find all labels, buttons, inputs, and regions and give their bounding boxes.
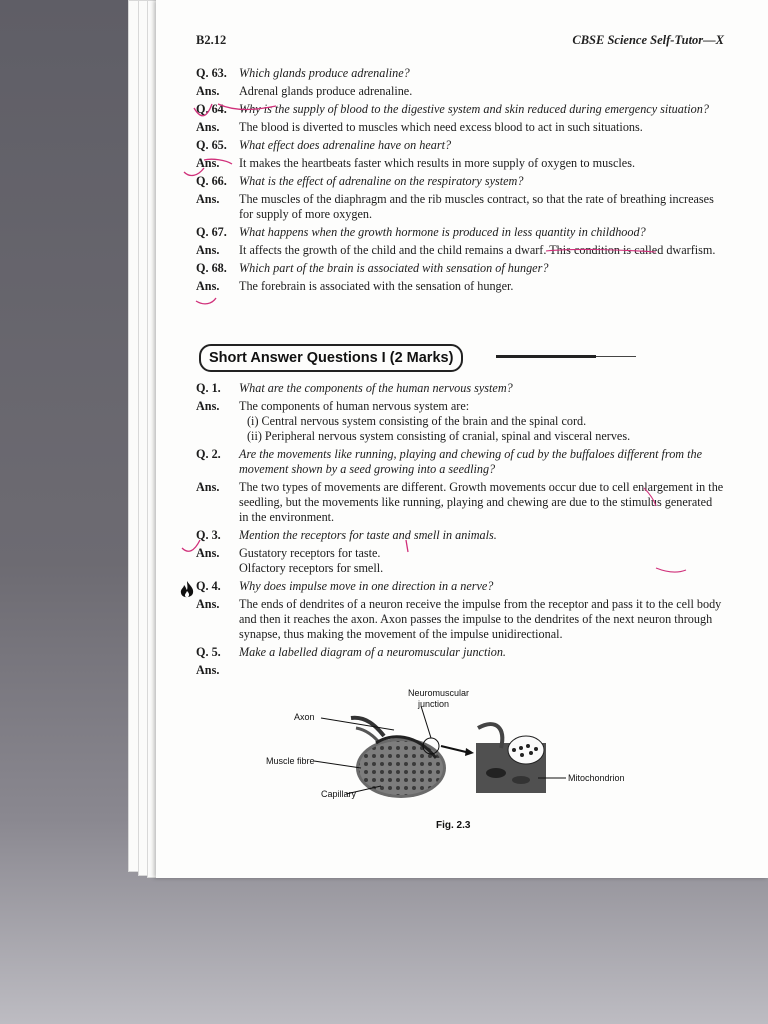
answer-row: Ans. It affects the growth of the child and the child remains a dwarf. This condition is called dwarfism.: [196, 243, 724, 258]
label-capillary: Capillary: [321, 789, 357, 799]
answer-row: Ans. The two types of movements are different. Growth movements occur due to cell enlargement in the seedling, but the movements like running, playing and chewing are due to the stimulus generated in the environment.: [196, 480, 724, 524]
answer-text: The muscles of the diaphragm and the rib muscles contract, so that the rate of breathing increases for supply of more oxygen.: [239, 192, 714, 221]
page-number: B2.12: [196, 33, 227, 47]
answer-row: Ans. The blood is diverted to muscles which need excess blood to act in such situations.: [196, 120, 724, 135]
answer-text: The ends of dendrites of a neuron receive the impulse from the receptor and pass it to the cell body and then it reaches the axon. Axon passes the impulse to the dendrites of the next neuron through synapse, thus making the movement of the impulse unidirectional.: [239, 597, 722, 641]
heading-rule-tail: [596, 356, 636, 357]
book-page: [156, 0, 768, 878]
figure-caption: Fig. 2.3: [436, 820, 471, 831]
label-mitochondrion: Mitochondrion: [568, 773, 625, 783]
answer-text: The forebrain is associated with the sensation of hunger.: [239, 279, 514, 293]
question-row: Q. 4. Why does impulse move in one direction in a nerve?: [196, 579, 724, 594]
question-row: Q. 3. Mention the receptors for taste and smell in animals.: [196, 528, 724, 543]
question-text: Why does impulse move in one direction in a nerve?: [239, 579, 494, 593]
question-text: What effect does adrenaline have on heart?: [239, 138, 452, 152]
answer-list-item: (i) Central nervous system consisting of the brain and the spinal cord.: [247, 414, 587, 428]
question-text: What is the effect of adrenaline on the respiratory system?: [239, 174, 524, 188]
question-text: Make a labelled diagram of a neuromuscular junction.: [239, 645, 506, 659]
label-muscle-fibre: Muscle fibre: [266, 756, 315, 766]
question-text: Mention the receptors for taste and smell in animals.: [239, 528, 497, 542]
answer-row: Ans. The muscles of the diaphragm and the rib muscles contract, so that the rate of breathing increases for supply of more oxygen.: [196, 192, 724, 222]
heading-rule: [496, 355, 596, 358]
qa-block-short: [196, 381, 724, 681]
question-text: Why is the supply of blood to the digestive system and skin reduced during emergency situation?: [239, 102, 709, 116]
label-axon: Axon: [294, 712, 315, 722]
answer-text: It makes the heartbeats faster which results in more supply of oxygen to muscles.: [239, 156, 635, 170]
answer-row-continued: Olfactory receptors for smell.: [239, 561, 384, 575]
label-junction: junction: [418, 699, 450, 709]
section-heading: Short Answer Questions I (2 Marks): [199, 344, 463, 372]
answer-text: It affects the growth of the child and the child remains a dwarf. This condition is called dwarfism.: [239, 243, 716, 257]
answer-text: The blood is diverted to muscles which need excess blood to act in such situations.: [239, 120, 643, 134]
question-row: Q. 5. Make a labelled diagram of a neuromuscular junction.: [196, 645, 724, 660]
question-row: Q. 68. Which part of the brain is associated with sensation of hunger?: [196, 261, 724, 276]
qa-block-top: [196, 66, 724, 297]
answer-row: Ans. The components of human nervous system are:: [196, 399, 724, 414]
question-row: Q. 1. What are the components of the human nervous system?: [196, 381, 724, 396]
answer-text: The two types of movements are different. Growth movements occur due to cell enlargement in the seedling, but the movements like running, playing and chewing are due to the stimulus generated in the environment.: [239, 480, 724, 524]
answer-row: Ans. Gustatory receptors for taste.: [196, 546, 724, 561]
question-text: What are the components of the human nervous system?: [239, 381, 513, 395]
question-row: Q. 65. What effect does adrenaline have on heart?: [196, 138, 724, 153]
answer-row: Ans.: [196, 663, 220, 677]
answer-row: Ans. The ends of dendrites of a neuron receive the impulse from the receptor and pass it to the cell body and then it reaches the axon. Axon passes the impulse to the dendrites of the next neuron through synapse, thus making the movement of the impulse unidirectional.: [196, 597, 724, 642]
flame-icon: [178, 580, 196, 600]
answer-row: Ans. It makes the heartbeats faster which results in more supply of oxygen to muscles.: [196, 156, 724, 171]
answer-row: Ans. Adrenal glands produce adrenaline.: [196, 84, 724, 99]
question-text: Which glands produce adrenaline?: [239, 66, 410, 80]
label-neuromuscular: Neuromuscular: [408, 688, 470, 698]
question-text: What happens when the growth hormone is produced in less quantity in childhood?: [239, 225, 646, 239]
question-row: Q. 2. Are the movements like running, playing and chewing of cud by the buffaloes different from the movement shown by a seed growing into a seedling?: [196, 447, 724, 477]
question-row: Q. 67. What happens when the growth hormone is produced in less quantity in childhood?: [196, 225, 724, 240]
answer-text: Adrenal glands produce adrenaline.: [239, 84, 413, 98]
answer-list-item: (ii) Peripheral nervous system consisting of cranial, spinal and visceral nerves.: [247, 429, 631, 443]
book-title: CBSE Science Self-Tutor—X: [572, 33, 724, 47]
question-text: Are the movements like running, playing and chewing of cud by the buffaloes different from the movement shown by a seed growing into a seedling?: [239, 447, 703, 476]
question-row: Q. 66. What is the effect of adrenaline on the respiratory system?: [196, 174, 724, 189]
neuromuscular-junction-diagram: [266, 688, 626, 838]
answer-text: The components of human nervous system are:: [239, 399, 470, 413]
question-text: Which part of the brain is associated with sensation of hunger?: [239, 261, 549, 275]
question-row: Q. 63. Which glands produce adrenaline?: [196, 66, 724, 81]
neuromuscular-junction-figure: [266, 688, 626, 838]
question-row: Q. 64. Why is the supply of blood to the digestive system and skin reduced during emergency situation?: [196, 102, 724, 117]
answer-row: Ans. The forebrain is associated with the sensation of hunger.: [196, 279, 724, 294]
answer-text: Gustatory receptors for taste.: [239, 546, 381, 560]
